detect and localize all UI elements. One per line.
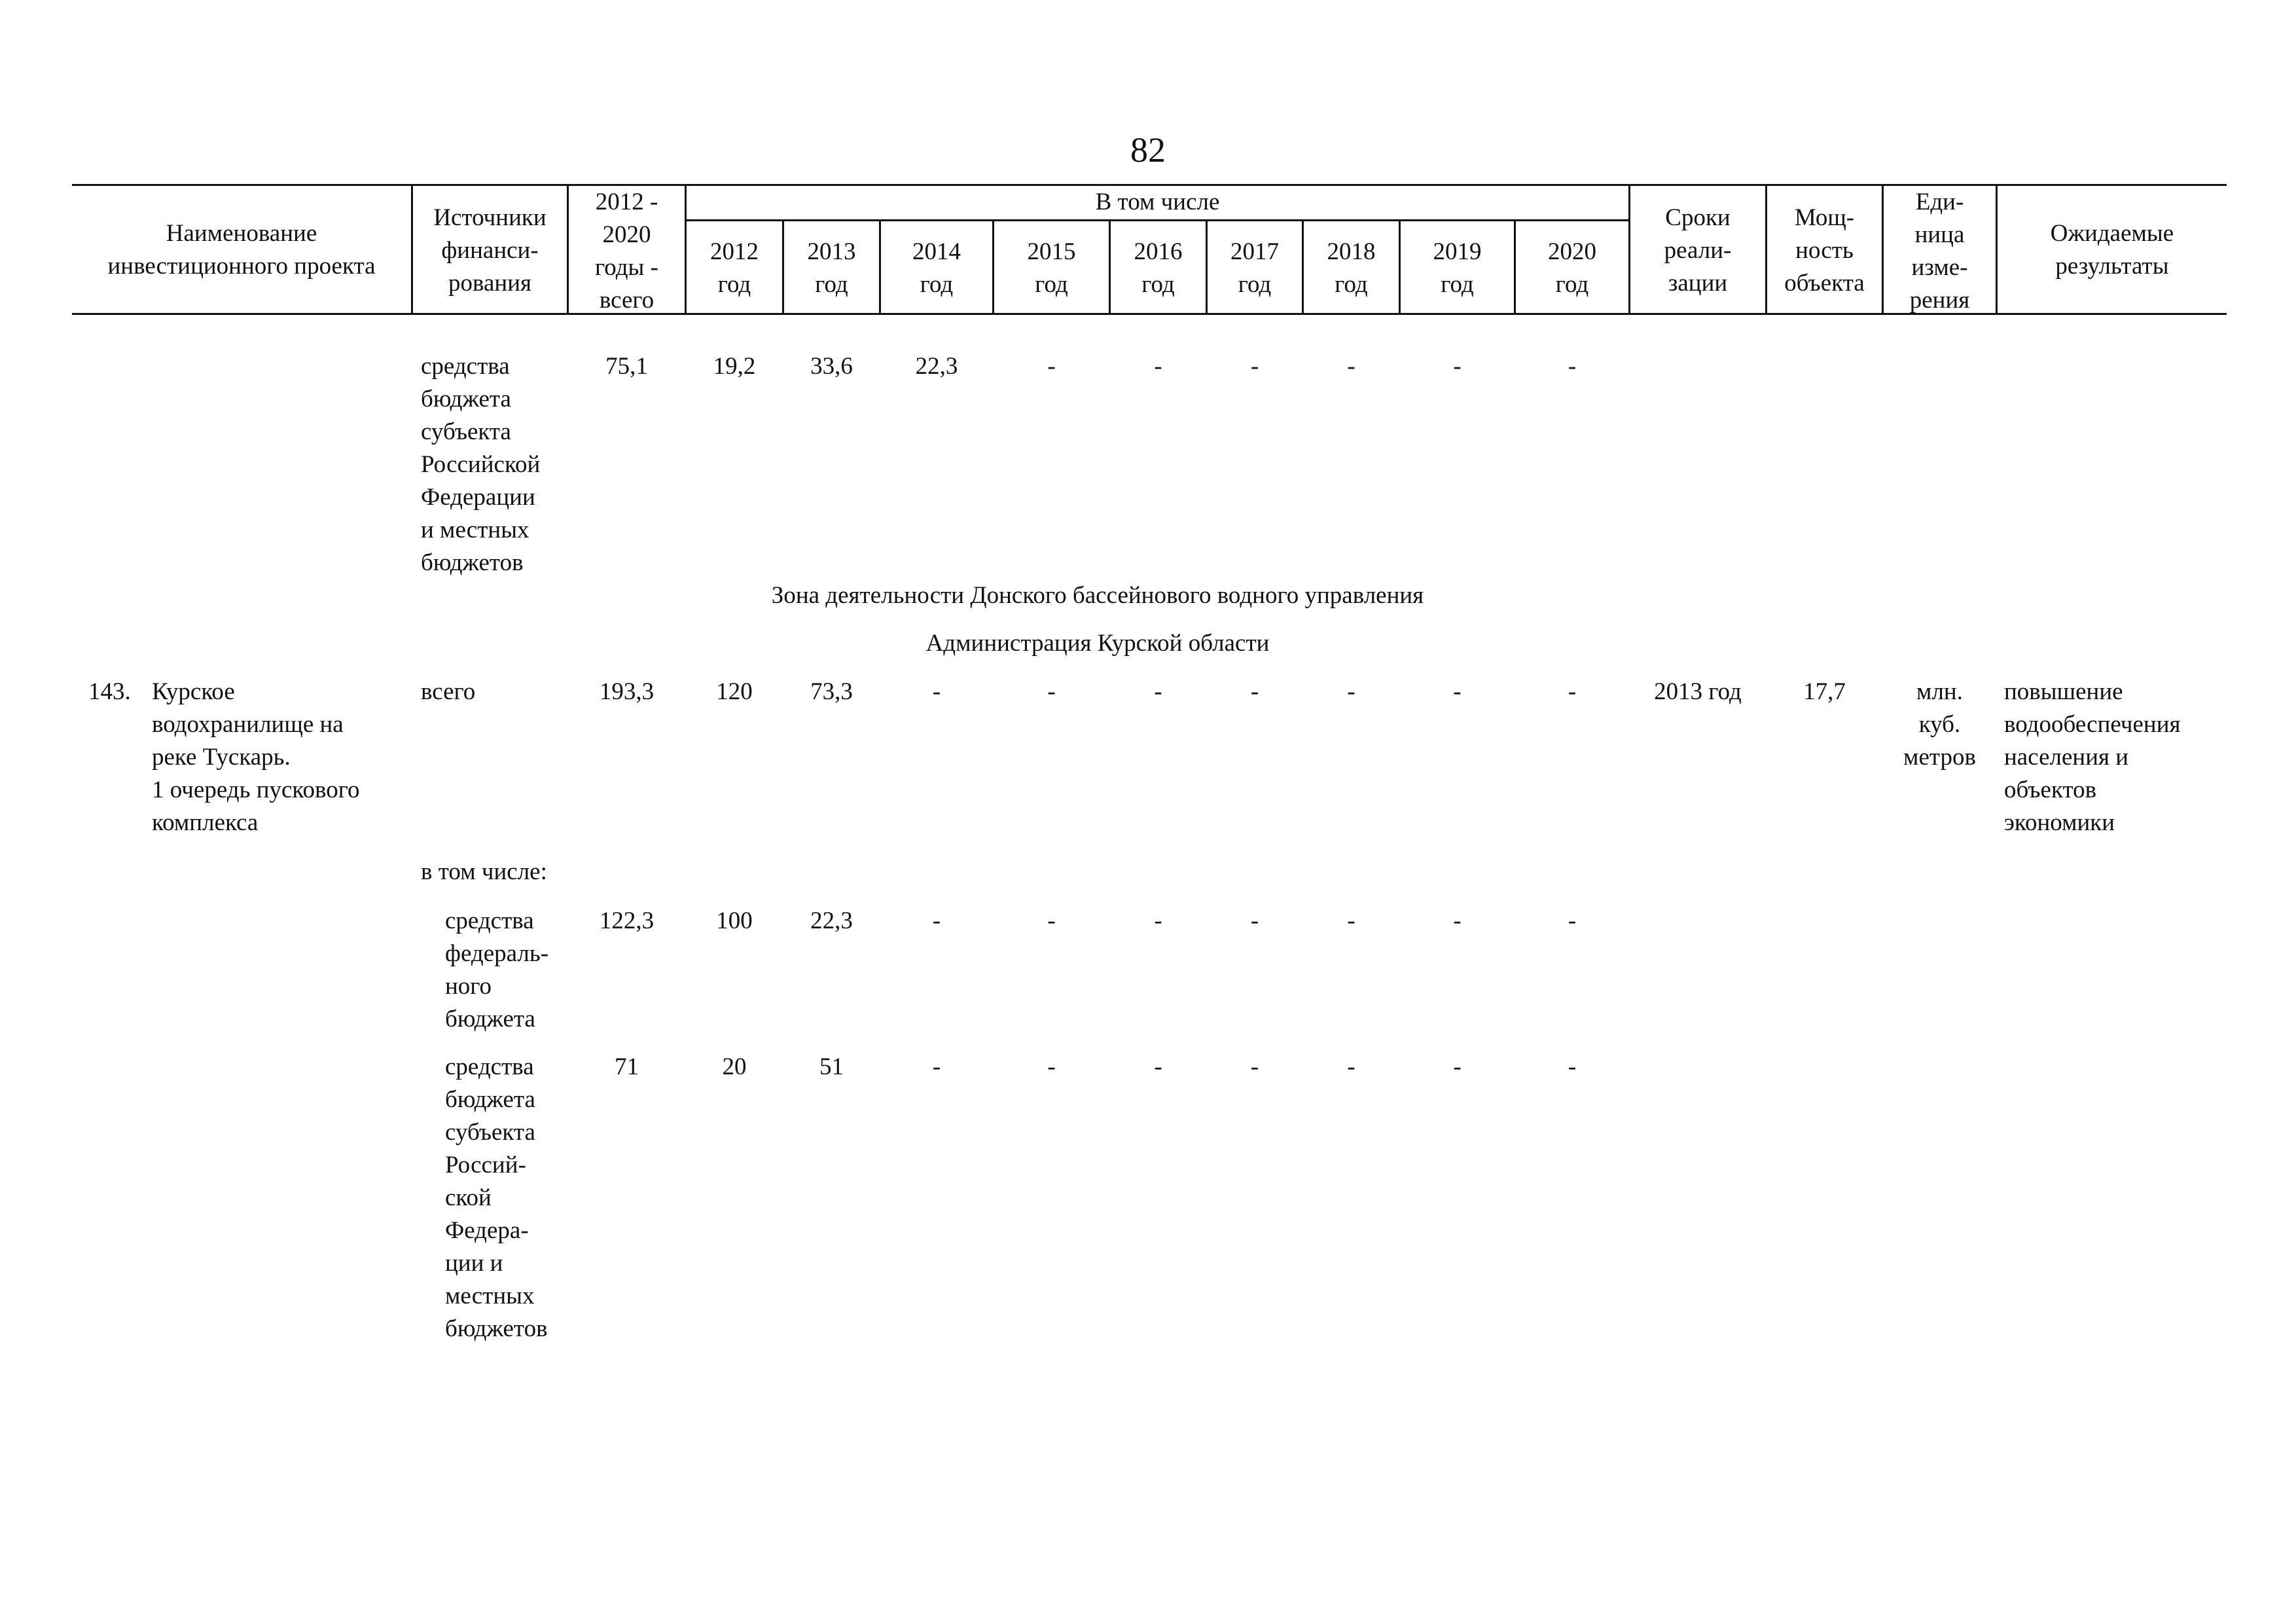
federal-source: средства федераль- ного бюджета <box>445 907 549 1032</box>
federal-2020: - <box>1568 907 1577 934</box>
regional-total: 71 <box>615 1053 639 1080</box>
project-2014: - <box>932 678 941 705</box>
federal-2015: - <box>1047 907 1056 934</box>
regional-2014: - <box>932 1053 941 1080</box>
header-year-2016: 2016 год <box>1134 238 1183 298</box>
carryover-source: средства бюджета субъекта Российской Федерации и местных бюджетов <box>421 353 541 576</box>
project-terms: 2013 год <box>1654 678 1742 705</box>
header-unit: Еди- ница изме- рения <box>1909 189 1970 314</box>
regional-2016: - <box>1154 1053 1162 1080</box>
header-year-2013: 2013 год <box>807 238 856 298</box>
project-capacity: 17,7 <box>1803 678 1846 705</box>
federal-2018: - <box>1347 907 1355 934</box>
carryover-2013: 33,6 <box>810 353 853 380</box>
header-terms: Сроки реали- зации <box>1664 204 1732 297</box>
header-capacity: Мощ- ность объекта <box>1784 204 1865 297</box>
carryover-2019: - <box>1453 353 1462 380</box>
header-year-2019: 2019 год <box>1433 238 1482 298</box>
project-2019: - <box>1453 678 1462 705</box>
page-number: 82 <box>1130 130 1166 170</box>
regional-2019: - <box>1453 1053 1462 1080</box>
carryover-2020: - <box>1568 353 1577 380</box>
federal-2012: 100 <box>716 907 753 934</box>
header-total-period: 2012 - 2020 годы - всего <box>595 189 658 314</box>
project-2015: - <box>1047 678 1056 705</box>
project-total: 193,3 <box>599 678 655 705</box>
project-2012: 120 <box>716 678 753 705</box>
header-year-2014: 2014 год <box>912 238 961 298</box>
including-label: в том числе: <box>421 858 547 885</box>
federal-2014: - <box>932 907 941 934</box>
regional-2020: - <box>1568 1053 1577 1080</box>
federal-2019: - <box>1453 907 1462 934</box>
project-unit: млн. куб. метров <box>1903 678 1976 771</box>
zone-title: Зона деятельности Донского бассейнового водного управления <box>771 582 1424 609</box>
project-2018: - <box>1347 678 1355 705</box>
project-name: Курское водохранилище на реке Тускарь. 1 очередь пускового комплекса <box>152 678 360 836</box>
regional-2017: - <box>1250 1053 1259 1080</box>
project-2013: 73,3 <box>810 678 853 705</box>
carryover-2015: - <box>1047 353 1056 380</box>
carryover-2018: - <box>1347 353 1355 380</box>
regional-2013: 51 <box>819 1053 844 1080</box>
header-year-2015: 2015 год <box>1027 238 1076 298</box>
regional-source: средства бюджета субъекта Россий- ской Федера- ции и местных бюджетов <box>445 1053 548 1342</box>
header-year-2017: 2017 год <box>1230 238 1279 298</box>
header-year-2018: 2018 год <box>1327 238 1376 298</box>
federal-2016: - <box>1154 907 1162 934</box>
federal-2013: 22,3 <box>810 907 853 934</box>
carryover-total: 75,1 <box>605 353 648 380</box>
federal-total: 122,3 <box>599 907 655 934</box>
header-sources: Источники финанси- рования <box>433 204 547 297</box>
header-results: Ожидаемые результаты <box>2050 220 2174 280</box>
administration-title: Администрация Курской области <box>925 630 1270 657</box>
regional-2018: - <box>1347 1053 1355 1080</box>
header-project-name: Наименование инвестиционного проекта <box>107 220 376 280</box>
project-source: всего <box>421 678 476 705</box>
project-results: повышение водообеспечения населения и объектов экономики <box>2004 678 2181 836</box>
carryover-2016: - <box>1154 353 1162 380</box>
years-rule <box>685 219 1628 221</box>
regional-2012: 20 <box>722 1053 747 1080</box>
header-year-2020: 2020 год <box>1548 238 1596 298</box>
project-2020: - <box>1568 678 1577 705</box>
project-2016: - <box>1154 678 1162 705</box>
carryover-2014: 22,3 <box>915 353 958 380</box>
federal-2017: - <box>1250 907 1259 934</box>
project-2017: - <box>1250 678 1259 705</box>
carryover-2017: - <box>1250 353 1259 380</box>
regional-2015: - <box>1047 1053 1056 1080</box>
header-year-2012: 2012 год <box>710 238 759 298</box>
carryover-2012: 19,2 <box>713 353 756 380</box>
header-including: В том числе <box>1095 189 1220 215</box>
project-number: 143. <box>88 678 131 705</box>
